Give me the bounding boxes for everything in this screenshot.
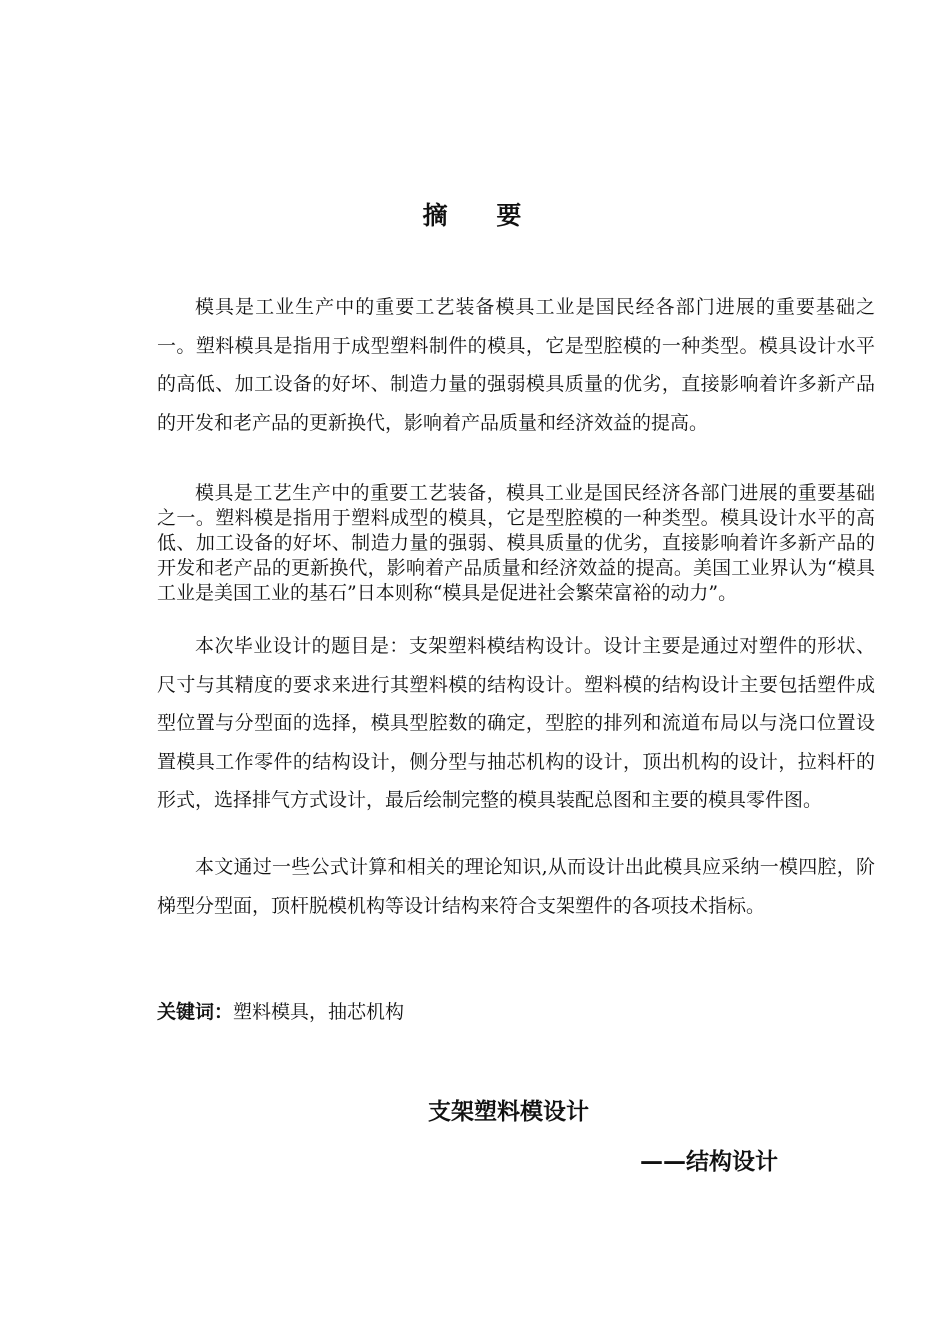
keywords-value: 塑料模具，抽芯机构: [233, 1001, 405, 1023]
abstract-heading: 摘 要: [422, 201, 542, 230]
abstract-paragraph-4: 本文通过一些公式计算和相关的理论知识,从而设计出此模具应采纳一模四腔，阶梯型分型面，顶杆脱模机构等设计结构来符合支架塑件的各项技术指标。: [157, 856, 875, 917]
keywords-line: [157, 998, 404, 1026]
keywords-label: 关键词：: [157, 1001, 234, 1023]
abstract-paragraph-1: 模具是工业生产中的重要工艺装备模具工业是国民经各部门进展的重要基础之一。塑料模具是指用于成型塑料制件的模具，它是型腔模的一种类型。模具设计水平的高低、加工设备的好坏、制造力量的强弱模具质量的优劣，直接影响着许多新产品的开发和老产品的更新换代，影响着产品质量和经济效益的提高。: [157, 296, 875, 434]
abstract-paragraph-3: 本次毕业设计的题目是：支架塑料模结构设计。设计主要是通过对塑件的形状、尺寸与其精度的要求来进行其塑料模的结构设计。塑料模的结构设计主要包括塑件成型位置与分型面的选择，模具型腔数的确定，型腔的排列和流道布局以与浇口位置设置模具工作零件的结构设计，侧分型与抽芯机构的设计，顶出机构的设计，拉料杆的形式，选择排气方式设计，最后绘制完整的模具装配总图和主要的模具零件图。: [157, 635, 875, 811]
thesis-title: 支架塑料模设计: [428, 1099, 589, 1125]
thesis-subtitle: ——结构设计: [640, 1149, 778, 1175]
abstract-paragraph-2: 模具是工艺生产中的重要工艺装备，模具工业是国民经济各部门进展的重要基础之一。塑料模是指用于塑料成型的模具，它是型腔模的一种类型。模具设计水平的高低、加工设备的好坏、制造力量的强弱、模具质量的优劣，直接影响着许多新产品的开发和老产品的更新换代，影响着产品质量和经济效益的提高。美国工业界认为“模具工业是美国工业的基石”日本则称“模具是促进社会繁荣富裕的动力”。: [157, 482, 875, 604]
